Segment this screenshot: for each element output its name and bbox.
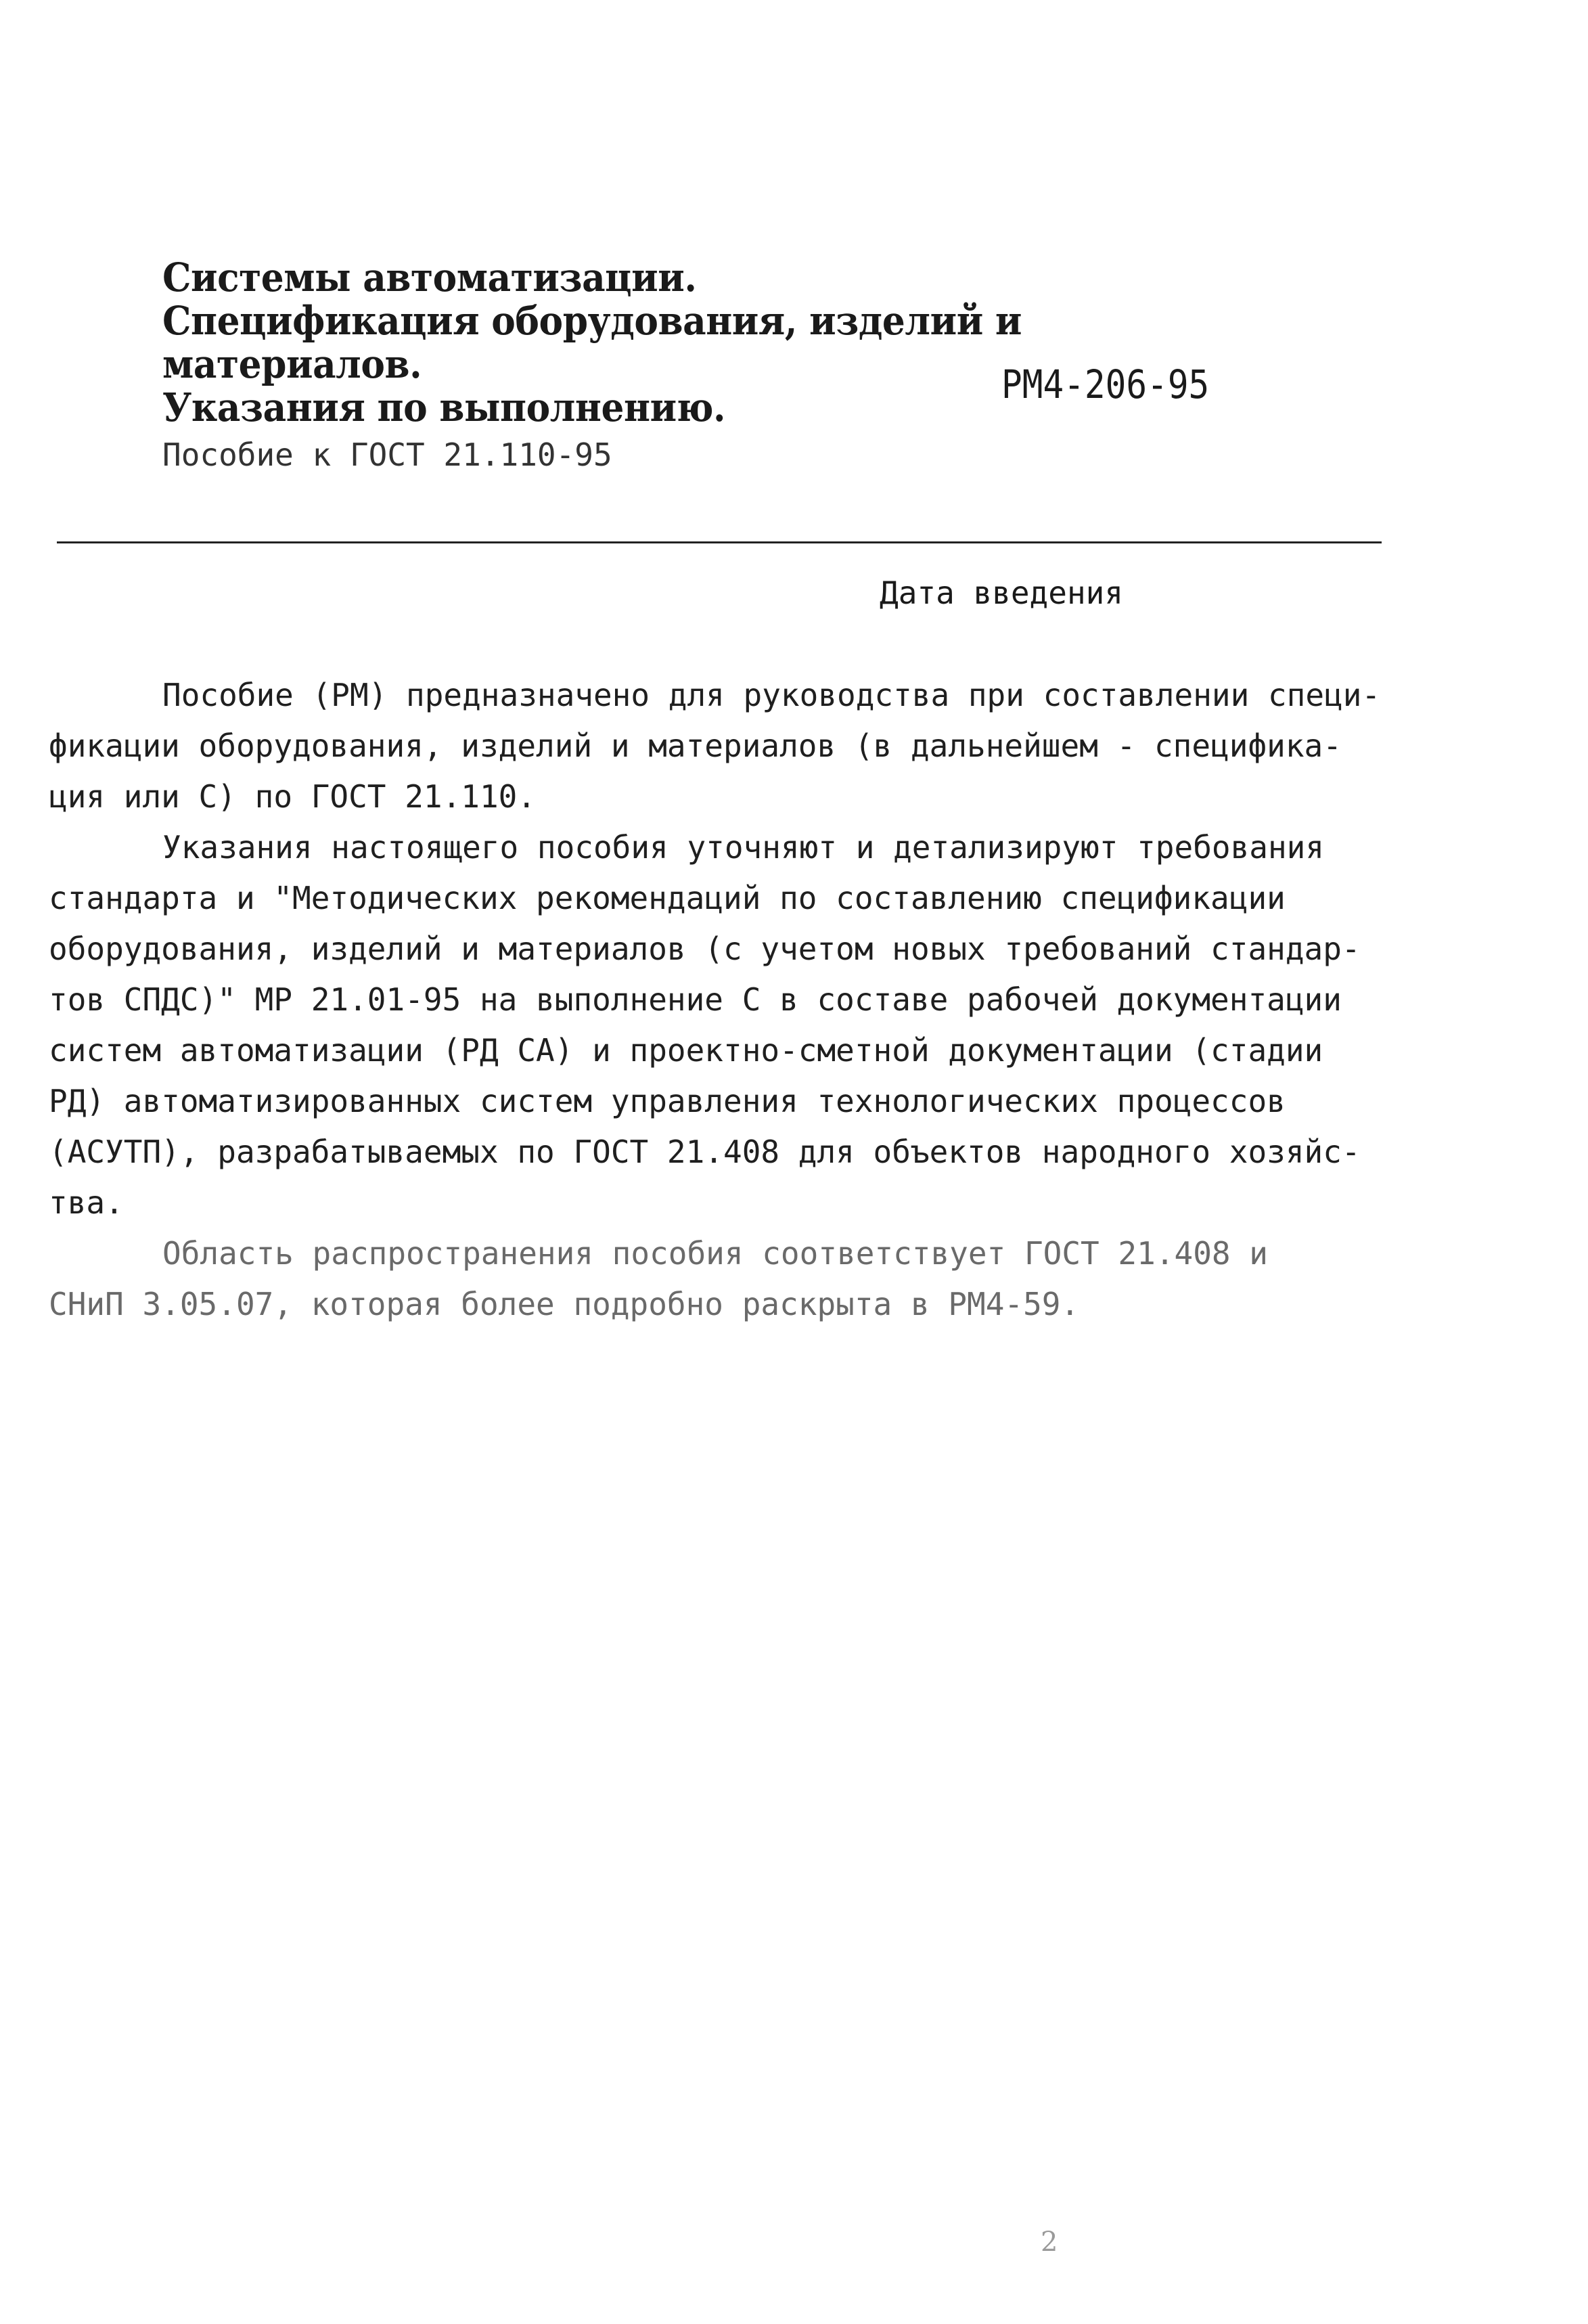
title-line-4: Указания по выполнению.	[162, 384, 726, 430]
paragraph-line: Пособие (РМ) предназначено для руководства при составлении специ-	[162, 677, 1381, 713]
paragraph-line: фикации оборудования, изделий и материалов (в дальнейшем - специфика-	[49, 728, 1342, 764]
intro-date-label: Дата введения	[880, 575, 1124, 611]
paragraph-line: стандарта и "Методических рекомендаций по составлению спецификации	[49, 880, 1286, 916]
paragraph-line: оборудования, изделий и материалов (с учетом новых требований стандар-	[49, 931, 1361, 967]
paragraph-instructions	[49, 822, 1470, 1228]
body-text	[49, 670, 1470, 1330]
paragraph-scope	[49, 1228, 1470, 1330]
title-line-1: Системы автоматизации.	[162, 254, 697, 300]
title-block	[162, 256, 1042, 476]
title-line-3: материалов.	[162, 341, 422, 387]
paragraph-line: ция или С) по ГОСТ 21.110.	[49, 778, 537, 815]
paragraph-purpose	[49, 670, 1470, 822]
header-divider	[57, 541, 1382, 543]
paragraph-line: (АСУТП), разрабатываемых по ГОСТ 21.408 для объектов народного хозяйс-	[49, 1134, 1361, 1170]
paragraph-line: Область распространения пособия соответствует ГОСТ 21.408 и	[162, 1235, 1268, 1272]
document-subtitle: Пособие к ГОСТ 21.110-95	[162, 437, 612, 473]
paragraph-line: систем автоматизации (РД СА) и проектно-сметной документации (стадии	[49, 1032, 1323, 1069]
title-line-2: Спецификация оборудования, изделий и	[162, 298, 1022, 344]
paragraph-line: РД) автоматизированных систем управления технологических процессов	[49, 1083, 1286, 1119]
page-number: 2	[1041, 2227, 1058, 2258]
paragraph-line: СНиП 3.05.07, которая более подробно раскрыта в РМ4-59.	[49, 1286, 1080, 1322]
paragraph-line: Указания настоящего пособия уточняют и детализируют требования	[162, 829, 1325, 866]
paragraph-line: тва.	[49, 1184, 124, 1221]
document-code: РМ4-206-95	[1001, 361, 1210, 407]
paragraph-line: тов СПДС)" МР 21.01-95 на выполнение С в составе рабочей документации	[49, 981, 1342, 1018]
